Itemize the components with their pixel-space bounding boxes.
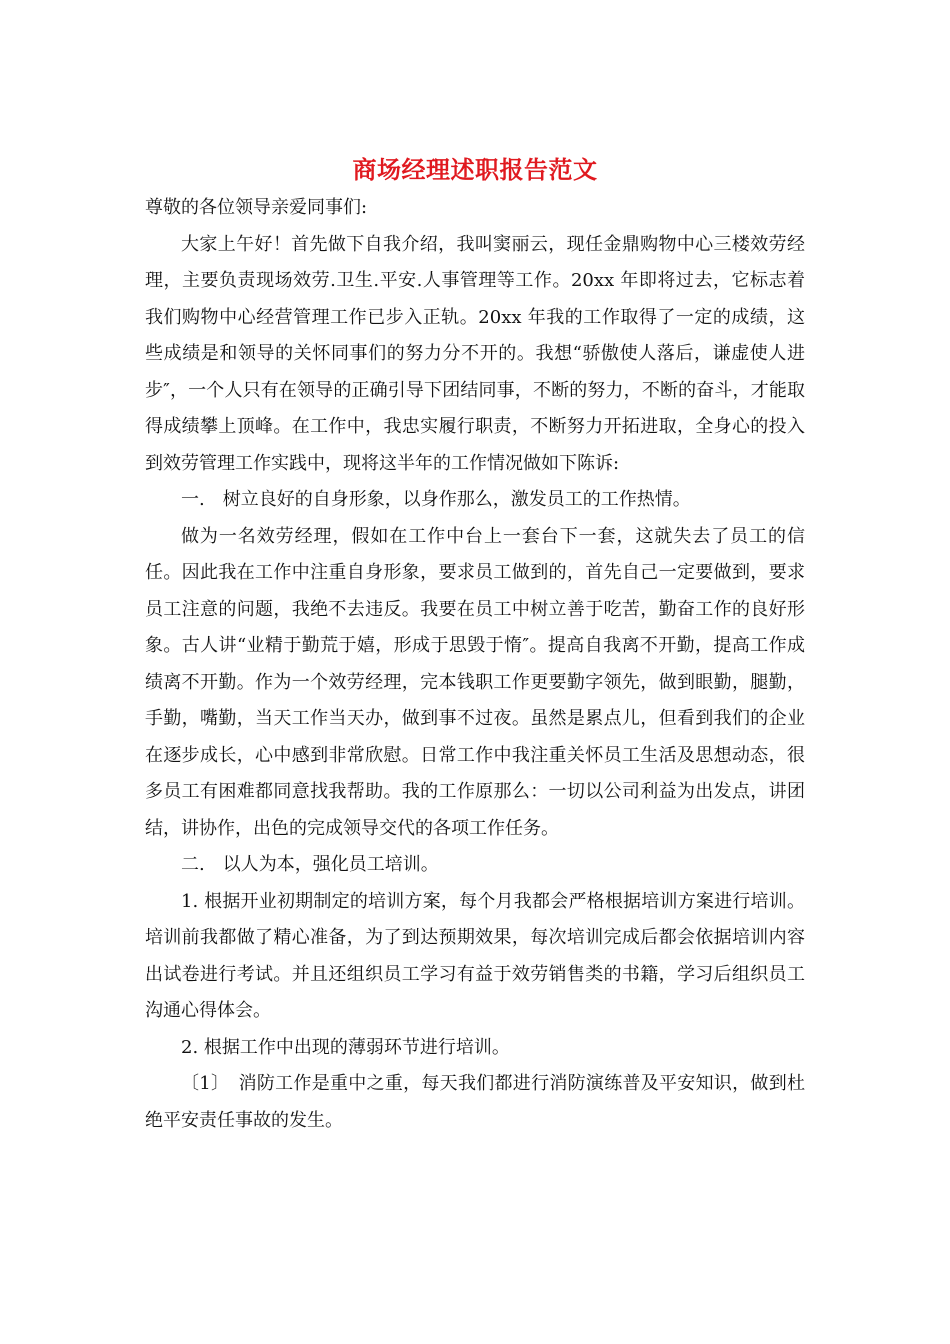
training-item-2: 2. 根据工作中出现的薄弱环节进行培训。	[181, 1036, 510, 1058]
section-heading-2: 二. 以人为本，强化员工培训。	[181, 854, 439, 875]
section-heading-1: 一. 树立良好的自身形象，以身作那么，激发员工的工作热情。	[181, 489, 691, 510]
section-1-paragraph: 做为一名效劳经理，假如在工作中台上一套台下一套，这就失去了员工的信任。因此我在工作中注重自身形象，要求员工做到的，首先自己一定要做到，要求员工注意的问题，我绝不去违反。我要在员工中树立善于吃苦，勤奋工作的良好形象。古人讲“业精于勤荒于嬉，形成于思毁于惰″。提高自我离不开勤，提高工作成绩离不开勤。作为一个效劳经理，完本钱职工作更要勤字领先，做到眼勤，腿勤，手勤，嘴勤，当天工作当天办，做到事不过夜。虽然是累点儿，但看到我们的企业在逐步成长，心中感到非常欣慰。日常工作中我注重关怀员工生活及思想动态，很多员工有困难都同意找我帮助。我的工作原那么：一切以公司利益为出发点，讲团结，讲协作，出色的完成领导交代的各项工作任务。	[145, 525, 805, 839]
greeting-paragraph: 尊敬的各位领导亲爱同事们:	[145, 197, 368, 218]
document-page	[145, 150, 805, 1139]
fire-safety-item: 〔1〕 消防工作是重中之重，每天我们都进行消防演练普及平安知识，做到杜绝平安责任事故的发生。	[145, 1073, 805, 1131]
intro-paragraph: 大家上午好！首先做下自我介绍，我叫窦丽云，现任金鼎购物中心三楼效劳经理，主要负责现场效劳.卫生.平安.人事管理等工作。20xx 年即将过去，它标志着我们购物中心经营管理工作已步入正轨。20xx 年我的工作取得了一定的成绩，这些成绩是和领导的关怀同事们的努力分不开的。我想“骄傲使人落后，谦虚使人进步″，一个人只有在领导的正确引导下团结同事，不断的努力，不断的奋斗，才能取得成绩攀上顶峰。在工作中，我忠实履行职责，不断努力开拓进取，全身心的投入到效劳管理工作实践中，现将这半年的工作情况做如下陈诉:	[145, 233, 805, 474]
document-title: 商场经理述职报告范文	[352, 155, 598, 184]
training-item-1: 1. 根据开业初期制定的培训方案，每个月我都会严格根据培训方案进行培训。培训前我都做了精心准备，为了到达预期效果，每次培训完成后都会依据培训内容出试卷进行考试。并且还组织员工学习有益于效劳销售类的书籍，学习后组织员工沟通心得体会。	[145, 890, 805, 1021]
